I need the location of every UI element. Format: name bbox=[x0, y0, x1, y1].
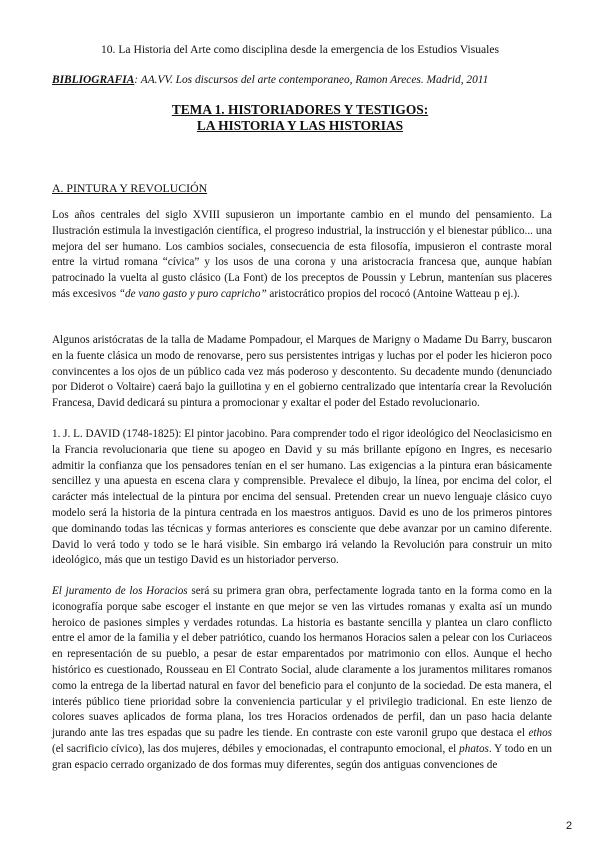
term-ethos: ethos bbox=[528, 727, 552, 740]
artwork-title: El juramento de los Horacios bbox=[52, 585, 188, 597]
bibliography-label: BIBLIOGRAFIA bbox=[52, 74, 135, 86]
page-title bbox=[0, 102, 600, 134]
title-line-1: TEMA 1. HISTORIADORES Y TESTIGOS: bbox=[171, 102, 429, 117]
paragraph-4-text-b: (el sacrificio cívico), las dos mujeres, débiles y emocionadas, el contrapunto emocional, el bbox=[52, 742, 460, 755]
section-heading-a: A. PINTURA Y REVOLUCIÓN bbox=[52, 181, 208, 195]
paragraph-4 bbox=[52, 584, 552, 774]
paragraph-1-text-b: aristocrático propios del rococó (Antoine Watteau p ej.). bbox=[266, 287, 520, 300]
running-header: 10. La Historia del Arte como disciplina desde la emergencia de los Estudios Visuales bbox=[100, 43, 500, 56]
bibliography-text: : AA.VV. Los discursos del arte contemporaneo, Ramon Areces. Madrid, 2011 bbox=[134, 74, 489, 86]
paragraph-1-quote: “de vano gasto y puro capricho” bbox=[118, 287, 267, 300]
bibliography-line bbox=[52, 74, 552, 86]
paragraph-1 bbox=[52, 208, 552, 303]
paragraph-4-text-c: . Y todo en un gran espacio cerrado organizado de dos formas muy diferentes, según dos antiguas convenciones de bbox=[52, 742, 552, 771]
page-number: 2 bbox=[566, 820, 573, 832]
title-line-2: LA HISTORIA Y LAS HISTORIAS bbox=[196, 118, 404, 133]
paragraph-2: Algunos aristócratas de la talla de Madame Pompadour, el Marques de Marigny o Madame Du Barry, buscaron en la fuente clásica un modo de renovarse, pero sus persistentes intrigas y luchas por el poder les hicieron poco convincentes a los ojos de un público cada vez más poderoso y descontento. Su decadente mundo (denunciado por Diderot o Voltaire) caerá bajo la guillotina y en el gobierno centralizado que intentaría crear la Revolución Francesa, David dedicará su pintura a promocionar y exaltar el poder del Estado revolucionario. bbox=[52, 334, 552, 410]
paragraph-1-text-a: Los años centrales del siglo XVIII supusieron un importante cambio en el mundo del pensamiento. La Ilustración estimula la investigación científica, el progreso industrial, la instrucción y el bienestar público... una mejora del ser humano. Los cambios sociales, consecuencia de esta filosofía, impusieron el contraste moral entre la virtud romana “cívica” y los usos de una corona y una aristocracia francesa que, aunque habían patrocinado la vuelta al gusto clásico (La Font) de los preceptos de Poussin y Lebrun, mantenían sus placeres más excesivos bbox=[52, 209, 552, 300]
paragraph-3: 1. J. L. DAVID (1748-1825): El pintor jacobino. Para comprender todo el rigor ideológico del Neoclasicismo en la Francia revolucionaria que tiene su apogeo en David y su más brillante epígono en Ingres, es necesario admitir la confianza que los pensadores tenían en el ser humano. Las exigencias a la pintura eran básicamente sencillez y una apuesta en escena clara y comprensible. Prevalece el dibujo, la línea, por encima del color, el carácter más intelectual de la pintura por encima del sensual. Pretenden crear un nuevo lenguaje clásico cuyo modelo será la historia de la pintura centrada en los maestros antiguos. David es uno de los primeros pintores que dominando todas las técnicas y formas anteriores es consciente que debe avanzar por un camino diferente. David lo verá todo y todo se le hará visible. Sin embargo irá velando la Revolución para construir un mito ideológico, más que un testigo David es un historiador perverso. bbox=[52, 428, 552, 567]
term-phatos: phatos bbox=[459, 742, 489, 755]
paragraph-4-text-a: será su primera gran obra, perfectamente lograda tanto en la forma como en la iconografía porque sabe escoger el instante en que mejor se ven las virtudes romanas y exalta así un mundo heroico de pasiones simples y verdades rotundas. La historia es bastante sencilla y plantea un claro conflicto entre el amor de la familia y el deber patriótico, cuando los hermanos Horacios salen a pelear con los Curiaceos en representación de su pueblo, a pesar de estar emparentados por matrimonio con ellos. Aunque el hecho histórico es cuestionado, Rousseau en El Contrato Social, alude claramente a los juramentos militares romanos como la entrega de la libertad natural en favor del beneficio para el conjunto de la sociedad. De esta manera, el interés público tiene prioridad sobre la conveniencia particular y el privilegio tradicional. En este lienzo de colores suaves aplicados de forma plana, los tres Horacios ordenados de perfil, dan un paso hacia delante jurando ante las tres espadas que su padre les tiende. En contraste con este varonil grupo que destaca el bbox=[52, 585, 552, 740]
